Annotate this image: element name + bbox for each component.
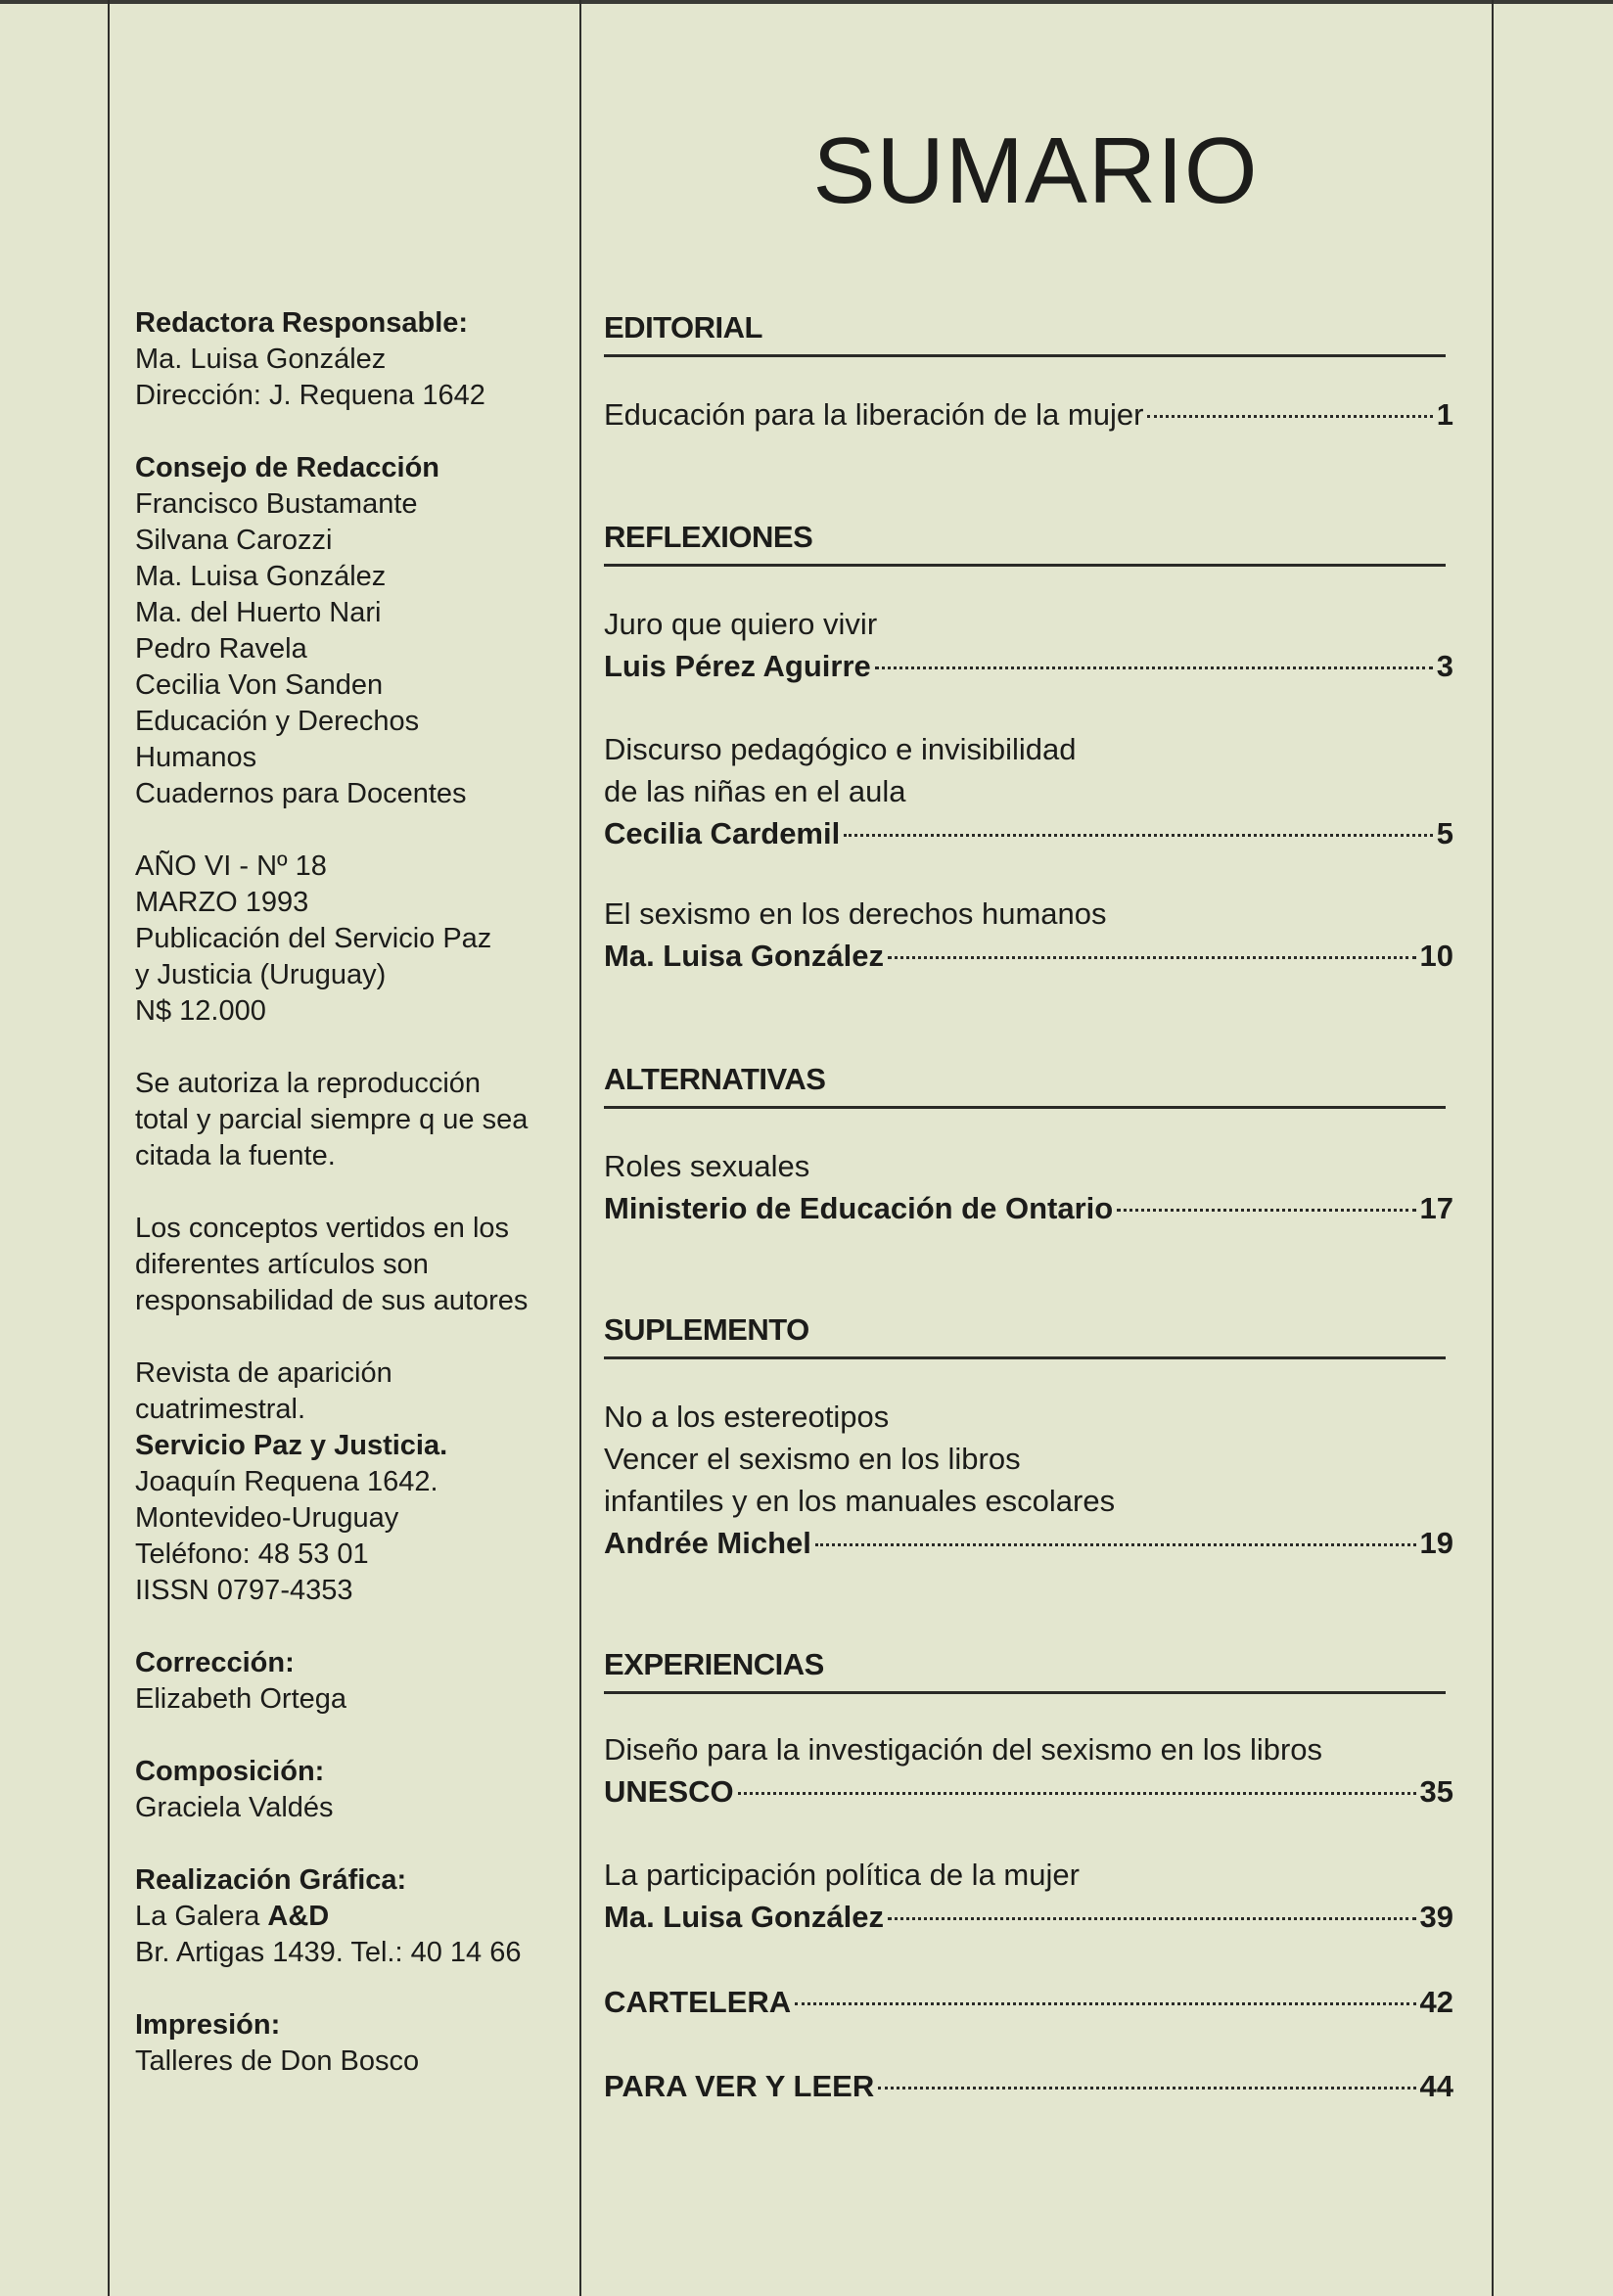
consejo-block (135, 450, 566, 812)
composicion-label: Composición: (135, 1756, 325, 1787)
entry-title: Discurso pedagógico e invisibilidad (604, 732, 1077, 766)
conceptos-block (135, 1211, 566, 1319)
dot-leader (888, 1917, 1416, 1920)
realizacion-block (135, 1862, 566, 1971)
consejo-member: Pedro Ravela (135, 633, 307, 665)
realizacion-label: Realización Gráfica: (135, 1864, 407, 1896)
redactora-block (135, 305, 566, 414)
entry-title: de las niñas en el aula (604, 774, 906, 808)
toc-row (604, 2065, 1453, 2107)
toc-row (604, 1522, 1453, 1564)
section-reflexiones (604, 519, 1446, 567)
issn-line: IISSN 0797-4353 (135, 1575, 353, 1606)
right-rule (1492, 0, 1494, 2296)
column-divider (579, 0, 581, 2296)
address-line: Joaquín Requena 1642. (135, 1466, 438, 1497)
credits-column (135, 305, 566, 2116)
entry-heading: PARA VER Y LEER (604, 2069, 875, 2103)
toc-entry[interactable] (604, 1854, 1453, 1938)
consejo-member: Francisco Bustamante (135, 488, 418, 520)
page-number: 39 (1419, 1900, 1453, 1934)
toc-row (604, 1896, 1453, 1938)
entry-author: Ma. Luisa González (604, 939, 884, 973)
entry-author: UNESCO (604, 1774, 734, 1809)
reproduccion-block (135, 1066, 566, 1174)
issue-price: N$ 12.000 (135, 995, 266, 1027)
reproduccion-line: Se autoriza la reproducción (135, 1068, 482, 1099)
section-experiencias (604, 1646, 1446, 1694)
redactora-name: Ma. Luisa González (135, 344, 387, 375)
revista-block (135, 1355, 566, 1609)
page-number: 3 (1436, 649, 1453, 683)
entry-author: Andrée Michel (604, 1526, 811, 1560)
page-number: 17 (1419, 1191, 1453, 1225)
toc-entry[interactable] (604, 728, 1453, 854)
entry-title: Vencer el sexismo en los libros (604, 1442, 1021, 1476)
page-number: 1 (1436, 397, 1453, 432)
toc-row (604, 1187, 1453, 1229)
toc-row (604, 1770, 1453, 1813)
consejo-member: Humanos (135, 742, 257, 773)
section-heading: ALTERNATIVAS (604, 1061, 1446, 1109)
redactora-label: Redactora Responsable: (135, 307, 469, 339)
toc-row (604, 393, 1453, 436)
conceptos-line: responsabilidad de sus autores (135, 1285, 529, 1316)
composicion-block (135, 1754, 566, 1826)
reproduccion-line: citada la fuente. (135, 1140, 336, 1171)
page-number: 19 (1419, 1526, 1453, 1560)
issue-date: MARZO 1993 (135, 887, 309, 918)
toc-entry[interactable] (604, 393, 1453, 436)
realizacion-address: Br. Artigas 1439. Tel.: 40 14 66 (135, 1937, 522, 1968)
toc-row (604, 812, 1453, 854)
dot-leader (738, 1792, 1416, 1795)
servicio-name: Servicio Paz y Justicia. (135, 1430, 448, 1461)
revista-line: cuatrimestral. (135, 1394, 306, 1425)
section-heading: SUPLEMENTO (604, 1311, 1446, 1359)
entry-author: Ministerio de Educación de Ontario (604, 1191, 1114, 1225)
consejo-member: Educación y Derechos (135, 706, 420, 737)
toc-entry[interactable] (604, 1396, 1453, 1564)
correccion-block (135, 1645, 566, 1718)
page-number: 35 (1419, 1774, 1453, 1809)
entry-author: Cecilia Cardemil (604, 816, 841, 850)
issue-publisher: y Justicia (Uruguay) (135, 959, 387, 990)
dot-leader (795, 2002, 1415, 2005)
section-heading: EXPERIENCIAS (604, 1646, 1446, 1694)
page-title: SUMARIO (812, 118, 1259, 223)
top-edge-band (0, 0, 1613, 4)
entry-title: Educación para la liberación de la mujer (604, 397, 1144, 432)
consejo-member: Ma. del Huerto Nari (135, 597, 382, 628)
entry-title: El sexismo en los derechos humanos (604, 896, 1107, 931)
correccion-name: Elizabeth Ortega (135, 1683, 347, 1715)
dot-leader (878, 2087, 1415, 2089)
toc-entry-para-ver-y-leer[interactable] (604, 2065, 1453, 2107)
toc-row (604, 645, 1453, 687)
conceptos-line: diferentes artículos son (135, 1249, 429, 1280)
dot-leader (1117, 1209, 1415, 1212)
toc-entry[interactable] (604, 603, 1453, 687)
entry-title: La participación política de la mujer (604, 1858, 1080, 1892)
toc-entry[interactable] (604, 1145, 1453, 1229)
impresion-label: Impresión: (135, 2009, 281, 2041)
entry-title: infantiles y en los manuales escolares (604, 1484, 1116, 1518)
dot-leader (875, 666, 1433, 669)
entry-author: Luis Pérez Aguirre (604, 649, 871, 683)
consejo-member: Cuadernos para Docentes (135, 778, 467, 809)
correccion-label: Corrección: (135, 1647, 295, 1678)
consejo-member: Silvana Carozzi (135, 525, 333, 556)
dot-leader (888, 956, 1416, 959)
impresion-block (135, 2007, 566, 2080)
page-number: 42 (1419, 1985, 1453, 2019)
entry-title: Diseño para la investigación del sexismo en los libros (604, 1732, 1323, 1767)
entry-title: Juro que quiero vivir (604, 607, 878, 641)
issue-publisher: Publicación del Servicio Paz (135, 923, 492, 954)
page-number: 10 (1419, 939, 1453, 973)
entry-heading: CARTELERA (604, 1985, 792, 2019)
section-alternativas (604, 1061, 1446, 1109)
phone-line: Teléfono: 48 53 01 (135, 1538, 369, 1570)
issue-number: AÑO VI - Nº 18 (135, 850, 327, 882)
impresion-name: Talleres de Don Bosco (135, 2045, 420, 2077)
page-number: 44 (1419, 2069, 1453, 2103)
toc-entry[interactable] (604, 1728, 1453, 1813)
dot-leader (815, 1543, 1416, 1546)
dot-leader (844, 834, 1433, 837)
section-editorial (604, 309, 1446, 357)
toc-row (604, 935, 1453, 977)
issue-block (135, 849, 566, 1030)
consejo-member: Cecilia Von Sanden (135, 669, 384, 701)
section-suplemento (604, 1311, 1446, 1359)
composicion-name: Graciela Valdés (135, 1792, 334, 1823)
direccion: Dirección: J. Requena 1642 (135, 380, 485, 411)
section-heading: EDITORIAL (604, 309, 1446, 357)
entry-author: Ma. Luisa González (604, 1900, 884, 1934)
revista-line: Revista de aparición (135, 1357, 392, 1389)
address-line: Montevideo-Uruguay (135, 1502, 399, 1534)
consejo-member: Ma. Luisa González (135, 561, 387, 592)
entry-title: No a los estereotipos (604, 1400, 890, 1434)
entry-title: Roles sexuales (604, 1149, 810, 1183)
consejo-label: Consejo de Redacción (135, 452, 440, 483)
toc-entry-cartelera[interactable] (604, 1981, 1453, 2023)
page-number: 5 (1436, 816, 1453, 850)
toc-entry[interactable] (604, 893, 1453, 977)
reproduccion-line: total y parcial siempre q ue sea (135, 1104, 529, 1135)
realizacion-name: La Galera A&D (135, 1901, 330, 1932)
left-rule (108, 0, 110, 2296)
section-heading: REFLEXIONES (604, 519, 1446, 567)
dot-leader (1147, 415, 1432, 418)
toc-row (604, 1981, 1453, 2023)
conceptos-line: Los conceptos vertidos en los (135, 1213, 510, 1244)
